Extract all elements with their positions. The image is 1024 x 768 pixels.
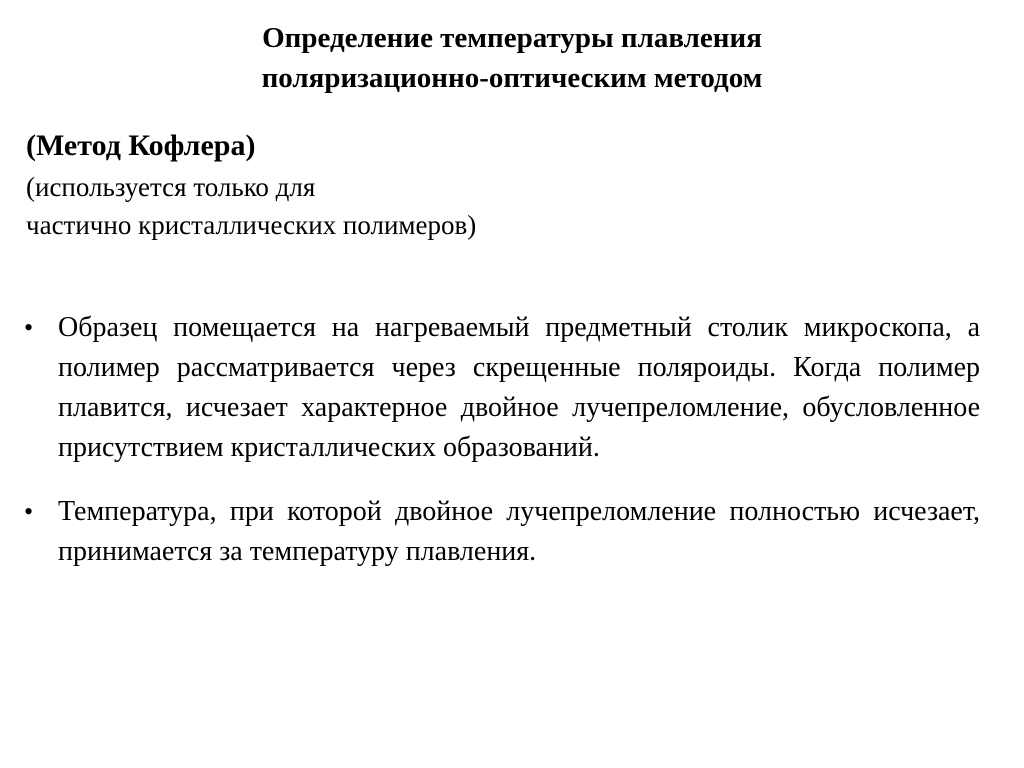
method-note-line-2: частично кристаллических полимеров) (26, 210, 477, 240)
title-line-2: поляризационно-оптическим методом (261, 62, 763, 94)
bullet-text-2: Температура, при которой двойное лучепреломление полностью исчезает, принимается за температуру плавления. (58, 496, 980, 567)
bullet-item-2 (20, 492, 980, 572)
method-name: (Метод Кофлера) (26, 129, 256, 162)
title-line-1: Определение температуры плавления (262, 22, 762, 54)
bullet-list (20, 308, 980, 572)
bullet-text-1: Образец помещается на нагреваемый предметный столик микроскопа, а полимер рассматривается через скрещенные поляроиды. Когда полимер плавится, исчезает характерное двойное лучепреломление, обусловленное присутствием кристаллических образований. (58, 312, 980, 463)
slide-title (150, 18, 874, 98)
method-note-line-1: (используется только для (26, 172, 316, 202)
bullet-marker-icon: • (24, 313, 34, 342)
bullet-item-1 (20, 308, 980, 468)
method-note (26, 168, 476, 244)
bullet-marker-icon: • (24, 497, 34, 526)
